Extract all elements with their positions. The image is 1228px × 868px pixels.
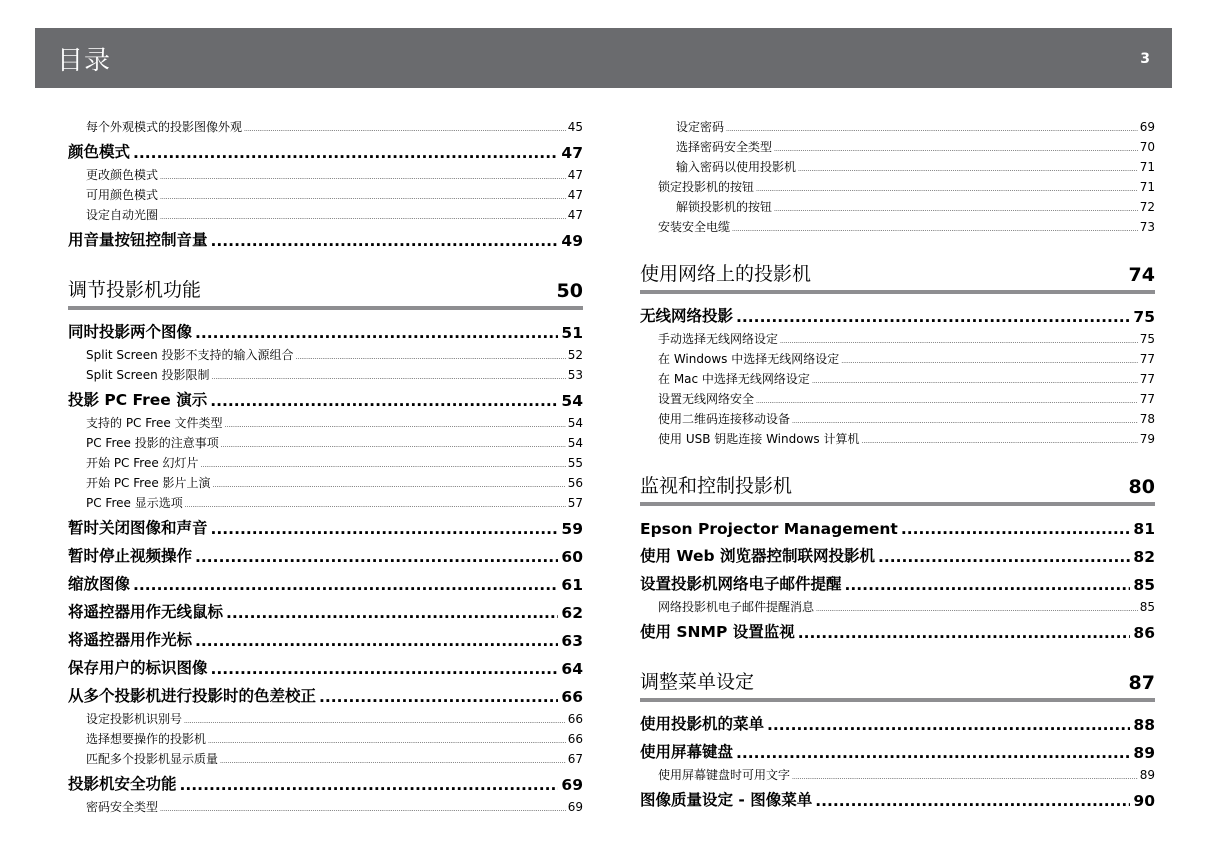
toc-leader-dots <box>160 174 566 181</box>
toc-chapter-page: 80 <box>1128 476 1155 498</box>
toc-section-entry[interactable] <box>68 514 583 542</box>
toc-subsection-entry[interactable] <box>640 410 1155 430</box>
toc-entry-title: 在 Mac 中选择无线网络设定 <box>658 372 810 386</box>
page-number: 3 <box>1140 51 1150 67</box>
toc-subsection-entry[interactable] <box>68 474 583 494</box>
toc-section-entry[interactable] <box>68 138 583 166</box>
toc-entry-title: 使用 USB 钥匙连接 Windows 计算机 <box>658 432 860 446</box>
toc-entry-page: 61 <box>561 576 583 594</box>
toc-subsection-entry[interactable] <box>640 118 1155 138</box>
toc-subsection-entry[interactable] <box>68 798 583 818</box>
toc-entry-title: 设置无线网络安全 <box>658 392 755 406</box>
toc-section-entry[interactable] <box>68 542 583 570</box>
toc-leader-dots <box>816 606 1138 613</box>
toc-entry-title: 投影 PC Free 演示 <box>68 391 208 409</box>
toc-entry-title: 设定密码 <box>676 120 725 134</box>
toc-entry-title: 将遥控器用作光标 <box>68 631 193 649</box>
toc-chapter-heading[interactable] <box>640 252 1155 294</box>
toc-section-entry[interactable] <box>640 570 1155 598</box>
toc-entry-page: 56 <box>567 476 583 490</box>
toc-leader-dots <box>774 146 1138 153</box>
toc-leader-dots <box>212 374 566 381</box>
toc-entry-page: 52 <box>567 348 583 362</box>
toc-entry-title: PC Free 投影的注意事项 <box>86 436 219 450</box>
toc-entry-title: 设置投影机网络电子邮件提醒 <box>640 575 842 593</box>
toc-entry-title: 设定自动光圈 <box>86 208 159 222</box>
toc-subsection-entry[interactable] <box>640 158 1155 178</box>
toc-entry-page: 62 <box>561 604 583 622</box>
toc-entry-title: 同时投影两个图像 <box>68 323 193 341</box>
toc-entry-page: 77 <box>1139 392 1155 406</box>
toc-leader-dots <box>225 422 566 429</box>
toc-subsection-entry[interactable] <box>640 198 1155 218</box>
toc-entry-title: 颜色模式 <box>68 143 131 161</box>
toc-section-entry[interactable] <box>68 770 583 798</box>
toc-entry-title: 使用屏幕键盘时可用文字 <box>658 768 791 782</box>
toc-entry-title: 更改颜色模式 <box>86 168 159 182</box>
toc-entry-page: 53 <box>567 368 583 382</box>
toc-section-entry[interactable] <box>640 738 1155 766</box>
toc-entry-page: 51 <box>561 324 583 342</box>
toc-entry-title: 锁定投影机的按钮 <box>658 180 755 194</box>
toc-entry-page: 49 <box>561 232 583 250</box>
toc-entry-page: 71 <box>1139 160 1155 174</box>
toc-leader-dots <box>812 378 1138 385</box>
toc-column-left <box>68 118 583 818</box>
toc-subsection-entry[interactable] <box>640 330 1155 350</box>
toc-subsection-entry[interactable] <box>68 710 583 730</box>
toc-entry-title: Split Screen 投影不支持的输入源组合 <box>86 348 294 362</box>
toc-leader-dots <box>861 438 1137 445</box>
toc-section-entry[interactable] <box>68 318 583 346</box>
toc-leader-dots <box>133 144 558 162</box>
toc-subsection-entry[interactable] <box>68 118 583 138</box>
toc-entry-page: 54 <box>567 416 583 430</box>
toc-leader-dots <box>226 604 558 622</box>
toc-entry-page: 70 <box>1139 140 1155 154</box>
toc-entry-title: 使用投影机的菜单 <box>640 715 765 733</box>
toc-entry-title: Epson Projector Management <box>640 520 898 538</box>
toc-leader-dots <box>211 232 559 250</box>
toc-leader-dots <box>195 548 558 566</box>
toc-entry-title: 设定投影机识别号 <box>86 712 183 726</box>
toc-subsection-entry[interactable] <box>640 390 1155 410</box>
toc-leader-dots <box>221 442 566 449</box>
toc-leader-dots <box>180 776 559 794</box>
toc-entry-title: 支持的 PC Free 文件类型 <box>86 416 223 430</box>
toc-entry-title: 使用 SNMP 设置监视 <box>640 623 795 641</box>
toc-leader-dots <box>201 462 566 469</box>
toc-entry-page: 77 <box>1139 352 1155 366</box>
toc-entry-page: 75 <box>1139 332 1155 346</box>
toc-entry-title: 使用屏幕键盘 <box>640 743 734 761</box>
toc-entry-title: 暂时关闭图像和声音 <box>68 519 208 537</box>
toc-leader-dots <box>195 324 558 342</box>
toc-entry-page: 45 <box>567 120 583 134</box>
toc-entry-title: 将遥控器用作无线鼠标 <box>68 603 224 621</box>
toc-subsection-entry[interactable] <box>640 598 1155 618</box>
toc-subsection-entry[interactable] <box>68 366 583 386</box>
toc-leader-dots <box>211 520 559 538</box>
toc-entry-page: 66 <box>561 688 583 706</box>
toc-leader-dots <box>774 206 1138 213</box>
toc-section-entry[interactable] <box>68 654 583 682</box>
toc-entry-page: 85 <box>1139 600 1155 614</box>
toc-section-entry[interactable] <box>68 226 583 254</box>
toc-leader-dots <box>732 226 1138 233</box>
toc-section-entry[interactable] <box>640 710 1155 738</box>
toc-chapter-title: 使用网络上的投影机 <box>640 263 812 285</box>
toc-chapter-page: 74 <box>1128 264 1155 286</box>
toc-entry-page: 66 <box>567 712 583 726</box>
toc-entry-page: 69 <box>567 800 583 814</box>
toc-entry-page: 60 <box>561 548 583 566</box>
toc-leader-dots <box>185 502 566 509</box>
toc-subsection-entry[interactable] <box>640 370 1155 390</box>
toc-section-entry[interactable] <box>640 786 1155 814</box>
toc-subsection-entry[interactable] <box>68 494 583 514</box>
toc-entry-title: 可用颜色模式 <box>86 188 159 202</box>
toc-leader-dots <box>211 660 559 678</box>
toc-leader-dots <box>792 774 1138 781</box>
toc-leader-dots <box>901 520 1131 538</box>
toc-leader-dots <box>160 214 566 221</box>
toc-entry-page: 54 <box>567 436 583 450</box>
toc-entry-page: 57 <box>567 496 583 510</box>
toc-entry-title: 保存用户的标识图像 <box>68 659 208 677</box>
toc-entry-page: 81 <box>1133 520 1155 538</box>
toc-entry-page: 47 <box>567 168 583 182</box>
toc-entry-title: 从多个投影机进行投影时的色差校正 <box>68 687 317 705</box>
toc-subsection-entry[interactable] <box>68 206 583 226</box>
toc-entry-page: 47 <box>567 188 583 202</box>
toc-column-right <box>640 118 1155 814</box>
toc-entry-title: 使用 Web 浏览器控制联网投影机 <box>640 547 875 565</box>
toc-subsection-entry[interactable] <box>640 218 1155 238</box>
toc-entry-page: 79 <box>1139 432 1155 446</box>
toc-entry-page: 69 <box>1139 120 1155 134</box>
toc-leader-dots <box>213 482 566 489</box>
toc-entry-title: 选择密码安全类型 <box>676 140 773 154</box>
toc-entry-page: 85 <box>1133 576 1155 594</box>
toc-entry-title: 匹配多个投影机显示质量 <box>86 752 219 766</box>
toc-section-entry[interactable] <box>68 682 583 710</box>
toc-leader-dots <box>845 576 1131 594</box>
toc-subsection-entry[interactable] <box>640 178 1155 198</box>
toc-entry-title: 手动选择无线网络设定 <box>658 332 779 346</box>
toc-subsection-entry[interactable] <box>68 454 583 474</box>
toc-entry-page: 72 <box>1139 200 1155 214</box>
toc-leader-dots <box>210 392 558 410</box>
toc-entry-title: PC Free 显示选项 <box>86 496 183 510</box>
toc-entry-page: 63 <box>561 632 583 650</box>
toc-leader-dots <box>184 718 566 725</box>
toc-section-entry[interactable] <box>68 598 583 626</box>
toc-chapter-page: 50 <box>556 280 583 302</box>
toc-entry-page: 89 <box>1139 768 1155 782</box>
toc-entry-title: 解锁投影机的按钮 <box>676 200 773 214</box>
toc-section-entry[interactable] <box>640 302 1155 330</box>
toc-chapter-heading[interactable] <box>640 660 1155 702</box>
toc-leader-dots <box>160 194 566 201</box>
toc-chapter-title: 调整菜单设定 <box>640 671 755 693</box>
toc-entry-page: 71 <box>1139 180 1155 194</box>
page-header <box>35 28 1172 88</box>
toc-subsection-entry[interactable] <box>640 350 1155 370</box>
toc-leader-dots <box>208 738 566 745</box>
toc-leader-dots <box>878 548 1130 566</box>
toc-entry-title: 开始 PC Free 影片上演 <box>86 476 211 490</box>
toc-leader-dots <box>798 166 1138 173</box>
toc-leader-dots <box>736 744 1130 762</box>
toc-subsection-entry[interactable] <box>640 766 1155 786</box>
toc-section-entry[interactable] <box>640 542 1155 570</box>
toc-leader-dots <box>319 688 558 706</box>
toc-section-entry[interactable] <box>68 570 583 598</box>
toc-leader-dots <box>296 354 566 361</box>
toc-subsection-entry[interactable] <box>68 186 583 206</box>
toc-entry-page: 78 <box>1139 412 1155 426</box>
toc-entry-page: 55 <box>567 456 583 470</box>
toc-leader-dots <box>195 632 558 650</box>
toc-entry-page: 47 <box>567 208 583 222</box>
toc-leader-dots <box>220 758 566 765</box>
toc-leader-dots <box>133 576 558 594</box>
toc-chapter-title: 调节投影机功能 <box>68 279 202 301</box>
toc-entry-page: 59 <box>561 520 583 538</box>
toc-entry-page: 69 <box>561 776 583 794</box>
toc-leader-dots <box>756 398 1138 405</box>
toc-subsection-entry[interactable] <box>68 414 583 434</box>
toc-leader-dots <box>780 338 1138 345</box>
toc-entry-title: 密码安全类型 <box>86 800 159 814</box>
toc-leader-dots <box>767 716 1130 734</box>
toc-leader-dots <box>841 358 1138 365</box>
toc-section-entry[interactable] <box>68 626 583 654</box>
toc-chapter-heading[interactable] <box>640 464 1155 506</box>
toc-chapter-heading[interactable] <box>68 268 583 310</box>
toc-leader-dots <box>244 126 566 133</box>
toc-subsection-entry[interactable] <box>68 434 583 454</box>
toc-entry-title: 安装安全电缆 <box>658 220 731 234</box>
toc-entry-page: 89 <box>1133 744 1155 762</box>
toc-leader-dots <box>756 186 1138 193</box>
toc-entry-page: 86 <box>1133 624 1155 642</box>
toc-subsection-entry[interactable] <box>68 346 583 366</box>
toc-subsection-entry[interactable] <box>68 166 583 186</box>
toc-entry-title: Split Screen 投影限制 <box>86 368 210 382</box>
toc-entry-title: 投影机安全功能 <box>68 775 177 793</box>
toc-subsection-entry[interactable] <box>68 730 583 750</box>
toc-entry-title: 暂时停止视频操作 <box>68 547 193 565</box>
toc-section-entry[interactable] <box>68 386 583 414</box>
toc-leader-dots <box>792 418 1138 425</box>
toc-subsection-entry[interactable] <box>68 750 583 770</box>
toc-section-entry[interactable] <box>640 618 1155 646</box>
toc-entry-title: 使用二维码连接移动设备 <box>658 412 791 426</box>
toc-entry-page: 64 <box>561 660 583 678</box>
toc-leader-dots <box>798 624 1131 642</box>
toc-entry-title: 输入密码以使用投影机 <box>676 160 797 174</box>
toc-entry-page: 73 <box>1139 220 1155 234</box>
toc-entry-page: 67 <box>567 752 583 766</box>
page-title: 目录 <box>57 46 112 76</box>
toc-entry-title: 在 Windows 中选择无线网络设定 <box>658 352 840 366</box>
toc-entry-page: 75 <box>1133 308 1155 326</box>
toc-entry-page: 47 <box>561 144 583 162</box>
toc-entry-title: 图像质量设定 - 图像菜单 <box>640 791 813 809</box>
toc-leader-dots <box>815 792 1130 810</box>
toc-entry-title: 每个外观模式的投影图像外观 <box>86 120 243 134</box>
toc-entry-title: 缩放图像 <box>68 575 131 593</box>
toc-entry-title: 用音量按钮控制音量 <box>68 231 208 249</box>
toc-leader-dots <box>726 126 1138 133</box>
toc-entry-page: 90 <box>1133 792 1155 810</box>
toc-chapter-title: 监视和控制投影机 <box>640 475 793 497</box>
toc-entry-page: 77 <box>1139 372 1155 386</box>
toc-entry-page: 82 <box>1133 548 1155 566</box>
toc-entry-title: 选择想要操作的投影机 <box>86 732 207 746</box>
toc-entry-title: 网络投影机电子邮件提醒消息 <box>658 600 815 614</box>
toc-entry-title: 无线网络投影 <box>640 307 734 325</box>
toc-section-entry[interactable] <box>640 514 1155 542</box>
toc-entry-page: 66 <box>567 732 583 746</box>
toc-leader-dots <box>160 806 566 813</box>
toc-subsection-entry[interactable] <box>640 138 1155 158</box>
toc-subsection-entry[interactable] <box>640 430 1155 450</box>
toc-chapter-page: 87 <box>1128 672 1155 694</box>
toc-entry-page: 88 <box>1133 716 1155 734</box>
toc-entry-title: 开始 PC Free 幻灯片 <box>86 456 199 470</box>
toc-entry-page: 54 <box>561 392 583 410</box>
toc-leader-dots <box>736 308 1130 326</box>
